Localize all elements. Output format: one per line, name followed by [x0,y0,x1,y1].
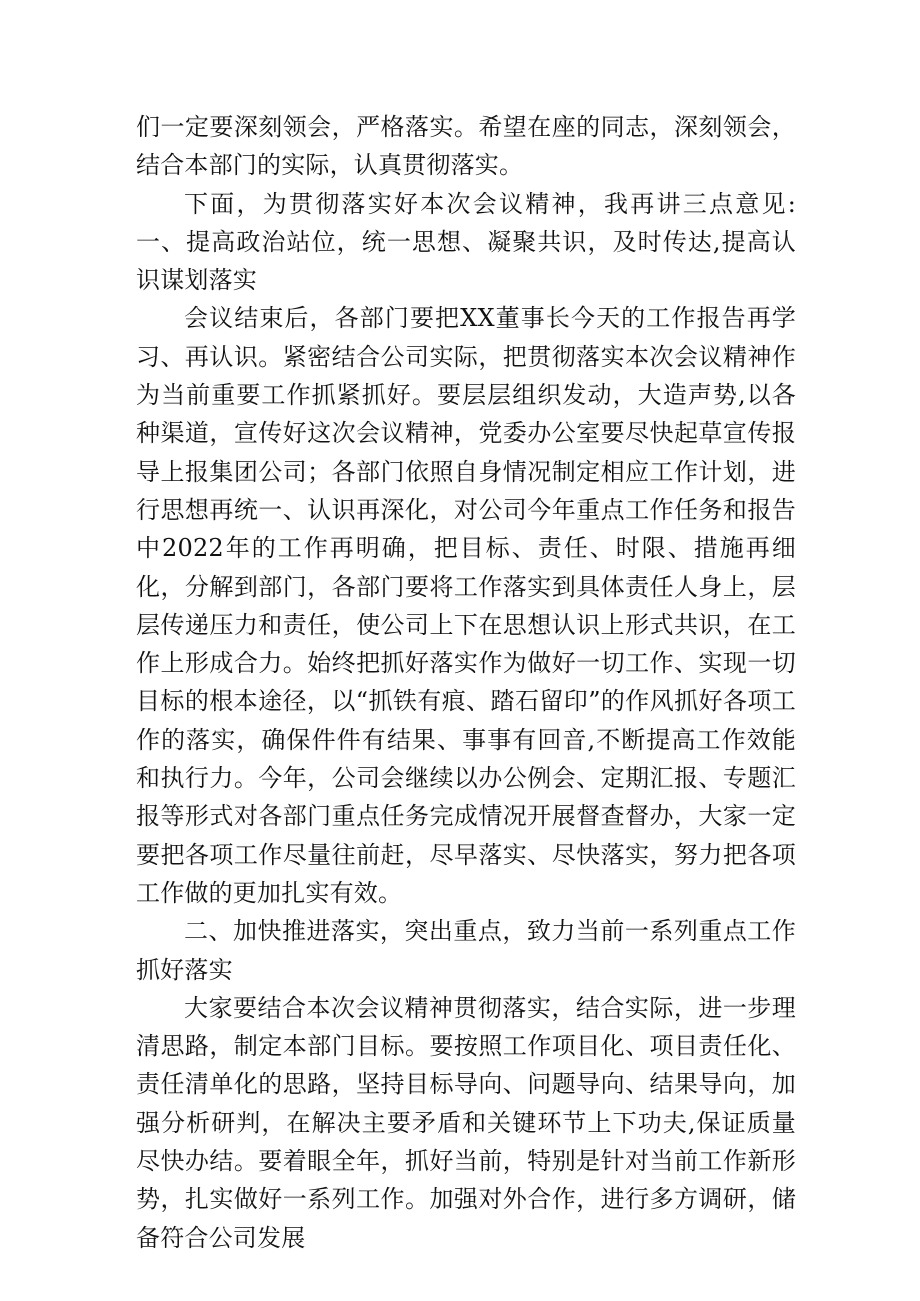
paragraph-first-point-body: 会议结束后，各部门要把XX董事长今天的工作报告再学习、再认识。紧密结合公司实际，把贯彻落实本次会议精神作为当前重要工作抓紧抓好。要层层组织发动，大造声势,以各种渠道，宣传好这次会议精神，党委办公室要尽快起草宣传报导上报集团公司；各部门依照自身情况制定相应工作计划，进行思想再统一、认识再深化，对公司今年重点工作任务和报告中2022年的工作再明确，把目标、责任、时限、措施再细化，分解到部门，各部门要将工作落实到具体责任人身上，层层传递压力和责任，使公司上下在思想认识上形式共识，在工作上形成合力。始终把抓好落实作为做好一切工作、实现一切目标的根本途径，以“抓铁有痕、踏石留印”的作风抓好各项工作的落实，确保件件有结果、事事有回音,不断提高工作效能和执行力。今年，公司会继续以办公例会、定期汇报、专题汇报等形式对各部门重点任务完成情况开展督查督办，大家一定要把各项工作尽量往前赶，尽早落实、尽快落实，努力把各项工作做的更加扎实有效。 [136,304,796,907]
paragraph-intro-first-point: 下面，为贯彻落实好本次会议精神，我再讲三点意见:一、提高政治站位，统一思想、凝聚共识，及时传达,提高认识谋划落实 [136,189,796,295]
section-heading-second-point: 二、加快推进落实，突出重点，致力当前一系列重点工作抓好落实 [136,917,796,984]
paragraph-continuation: 们一定要深刻领会，严格落实。希望在座的同志，深刻领会，结合本部门的实际，认真贯彻落实。 [136,113,796,180]
document-body [136,108,796,1257]
paragraph-second-point-body: 大家要结合本次会议精神贯彻落实，结合实际，进一步理清思路，制定本部门目标。要按照工作项目化、项目责任化、责任清单化的思路，坚持目标导向、问题导向、结果导向，加强分析研判，在解决主要矛盾和关键环节上下功夫,保证质量尽快办结。要着眼全年，抓好当前，特别是针对当前工作新形势，扎实做好一系列工作。加强对外合作，进行多方调研，储备符合公司发展 [136,993,796,1252]
